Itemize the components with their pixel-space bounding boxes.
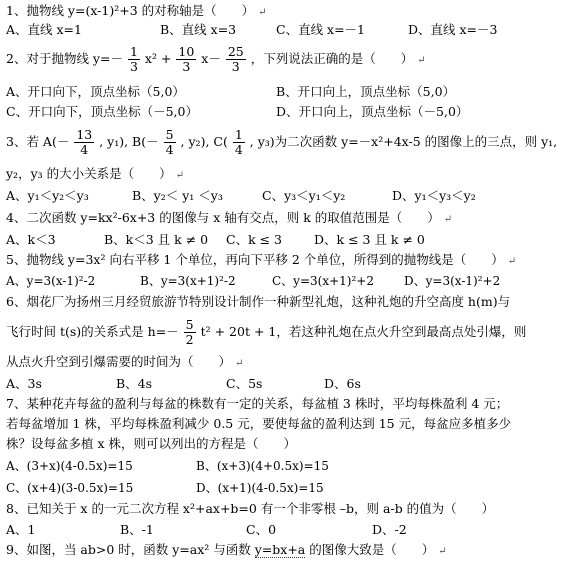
question-7 xyxy=(6,396,508,412)
q6-option-c: C、5s xyxy=(226,376,263,391)
q3-option-c: C、y₃＜y₁＜y₂ xyxy=(262,188,346,203)
q7-line3-text: 株？设每盆多植 x 株，则可以列出的方程是（ ） xyxy=(6,436,296,451)
return-mark: ↵ xyxy=(443,214,453,225)
q5-option-d: D、y=3(x-1)²+2 xyxy=(404,274,501,288)
q1-stem: 1、抛物线 y=(x-1)²+3 的对称轴是（ ） xyxy=(6,3,255,18)
q6-option-a: A、3s xyxy=(6,376,42,391)
q6-pre2: 飞行时间 t(s)的关系式是 h=－ xyxy=(6,324,179,339)
q2-mid1: x² + xyxy=(144,51,172,66)
q6-line3 xyxy=(6,354,243,372)
question-4 xyxy=(6,210,452,228)
q7-line3 xyxy=(6,436,296,452)
q4-option-c: C、k ≤ 3 xyxy=(226,232,283,247)
q5-stem: 5、抛物线 y=3x² 向右平移 1 个单位，再向下平移 2 个单位，所得到的抛物线是（ ） xyxy=(6,252,504,267)
q2-mid2: x－ xyxy=(201,51,221,66)
q5-option-c: C、y=3(x+1)²+2 xyxy=(272,274,374,288)
q9-pre: 9、如图，当 ab>0 时，函数 y=ax² 与函数 xyxy=(6,542,255,557)
fraction: $\frac{13}{4}$ xyxy=(76,127,93,157)
q5-option-b: B、y=3(x+1)²-2 xyxy=(140,274,236,288)
q7-line2 xyxy=(6,416,511,432)
q3-line2-text: y₂，y₃ 的大小关系是（ ） xyxy=(6,166,172,181)
q4-option-d: D、k ≤ 3 且 k ≠ 0 xyxy=(314,232,425,247)
q3-option-d: D、y₁＜y₃＜y₂ xyxy=(392,188,476,203)
q8-option-b: B、-1 xyxy=(120,522,154,537)
q3-part1: , y₁), B(－ xyxy=(99,134,159,149)
q3-option-b: B、y₂＜ y₁ ＜y₃ xyxy=(132,188,223,203)
fraction: $\frac{1}{3}$ xyxy=(129,44,138,74)
q1-option-c: C、直线 x=－1 xyxy=(276,22,366,37)
q1-option-b: B、直线 x=3 xyxy=(160,22,237,37)
question-8 xyxy=(6,501,494,517)
q1-option-a: A、直线 x=1 xyxy=(6,22,82,37)
q7-option-c: C、(x+4)(3-0.5x)=15 xyxy=(6,481,134,495)
q7-line1: 7、某种花卉每盆的盈利与每盆的株数有一定的关系，每盆植 3 株时，平均每株盈利 4 元； xyxy=(6,396,509,411)
q8-stem: 8、已知关于 x 的一元二次方程 x²+ax+b=0 有一个非零根 –b，则 a-b 的值为（ ） xyxy=(6,501,495,516)
q6-option-d: D、6s xyxy=(324,376,361,391)
q8-option-c: C、0 xyxy=(246,522,277,537)
q3-part3: , y₃)为二次函数 y=－x²+4x-5 的图像上的三点，则 y₁, xyxy=(249,134,558,149)
q2-option-b: B、开口向上，顶点坐标（5,0） xyxy=(276,84,456,99)
fraction: $\frac{1}{4}$ xyxy=(234,127,243,157)
q2-option-a: A、开口向下，顶点坐标（5,0） xyxy=(6,84,185,99)
q4-stem: 4、二次函数 y=kx²-6x+3 的图像与 x 轴有交点，则 k 的取值范围是（ ） xyxy=(6,210,440,225)
return-mark: ↵ xyxy=(507,256,517,267)
q2-option-d: D、开口向上，顶点坐标（－5,0） xyxy=(276,104,469,119)
q9-underlined: y=bx+a xyxy=(254,542,306,557)
q1-option-d: D、直线 x=－3 xyxy=(408,22,498,37)
return-mark: ↵ xyxy=(235,358,244,369)
q7-option-d: D、(x+1)(4-0.5x)=15 xyxy=(196,481,324,495)
q9-post: 的图像大致是（ ） xyxy=(305,542,435,557)
question-3 xyxy=(6,124,557,160)
q2-post: ，下列说法正确的是（ ） xyxy=(250,51,414,66)
q4-option-b: B、k＜3 且 k ≠ 0 xyxy=(104,232,209,247)
question-5 xyxy=(6,252,516,270)
q2-pre: 2、对于抛物线 y=－ xyxy=(6,51,123,66)
return-mark: ↵ xyxy=(438,546,447,557)
return-mark: ↵ xyxy=(258,7,267,18)
fraction: $\frac{5}{4}$ xyxy=(165,127,174,157)
fraction: $\frac{5}{2}$ xyxy=(185,317,194,347)
q3-part2: , y₂), C( xyxy=(180,134,228,149)
q6-option-b: B、4s xyxy=(116,376,153,391)
q8-option-a: A、1 xyxy=(6,522,36,537)
q6-line2 xyxy=(6,314,526,350)
q2-option-c: C、开口向下，顶点坐标（－5,0） xyxy=(6,104,198,119)
q6-post2: t² + 20t + 1，若这种礼炮在点火升空到最高点处引爆，则 xyxy=(200,324,527,339)
q6-line3-text: 从点火升空到引爆需要的时间为（ ） xyxy=(6,354,232,369)
q6-line1: 6、烟花厂为扬州三月经贸旅游节特别设计制作一种新型礼炮，这种礼炮的升空高度 h(m)与 xyxy=(6,294,511,309)
question-9 xyxy=(6,542,447,560)
q3-line2 xyxy=(6,166,184,184)
q7-option-b: B、(x+3)(4+0.5x)=15 xyxy=(196,459,329,473)
q3-option-a: A、y₁＜y₂＜y₃ xyxy=(6,188,89,203)
question-6 xyxy=(6,294,510,310)
question-2 xyxy=(6,42,426,78)
return-mark: ↵ xyxy=(417,55,426,66)
q3-pre: 3、若 A(－ xyxy=(6,134,70,149)
fraction: $\frac{25}{3}$ xyxy=(227,44,244,74)
q4-option-a: A、k＜3 xyxy=(6,232,56,247)
q7-option-a: A、(3+x)(4-0.5x)=15 xyxy=(6,459,133,473)
q8-option-d: D、-2 xyxy=(372,522,407,537)
fraction: $\frac{10}{3}$ xyxy=(178,44,195,74)
q5-option-a: A、y=3(x-1)²-2 xyxy=(6,274,96,288)
q7-line2-text: 若每盆增加 1 株，平均每株盈利减少 0.5 元，要使每盆的盈利达到 15 元，每盆应多植多少 xyxy=(6,416,512,431)
question-1 xyxy=(6,3,267,21)
return-mark: ↵ xyxy=(175,170,184,181)
